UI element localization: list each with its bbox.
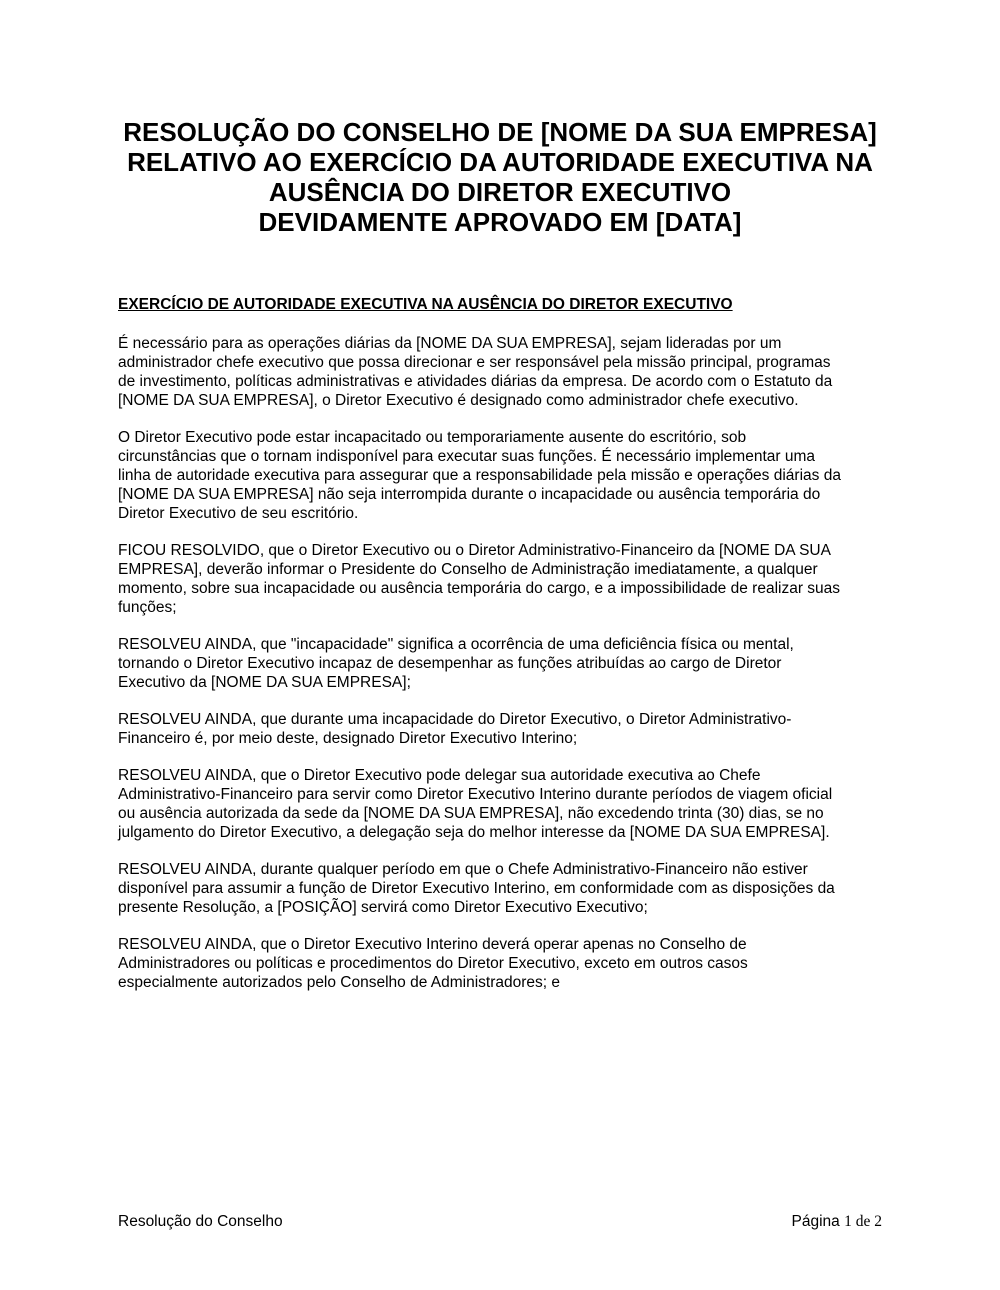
text-line: RESOLVEU AINDA, durante qualquer período em que o Chefe Administrativo-Financeiro não estiver <box>118 861 808 878</box>
paragraph <box>118 635 888 692</box>
document-title <box>0 117 1000 237</box>
text-line: É necessário para as operações diárias da [NOME DA SUA EMPRESA], sejam lideradas por um <box>118 335 782 352</box>
paragraph <box>118 935 888 992</box>
text-line: presente Resolução, a [POSIÇÃO] servirá como Diretor Executivo Executivo; <box>118 899 648 916</box>
text-line: tornando o Diretor Executivo incapaz de desempenhar as funções atribuídas ao cargo de Diretor <box>118 655 782 672</box>
text-line: RESOLVEU AINDA, que "incapacidade" significa a ocorrência de uma deficiência física ou mental, <box>118 636 794 653</box>
document-body <box>118 334 888 1010</box>
text-line: julgamento do Diretor Executivo, a delegação seja do melhor interesse da [NOME DA SUA EMPRESA]. <box>118 824 830 841</box>
text-line: RESOLVEU AINDA, que o Diretor Executivo pode delegar sua autoridade executiva ao Chefe <box>118 767 761 784</box>
section-heading: EXERCÍCIO DE AUTORIDADE EXECUTIVA NA AUSÊNCIA DO DIRETOR EXECUTIVO <box>118 296 733 313</box>
paragraph <box>118 860 888 917</box>
text-line: FICOU RESOLVIDO, que o Diretor Executivo ou o Diretor Administrativo-Financeiro da [NOME DA SUA <box>118 542 831 559</box>
text-line: de investimento, políticas administrativas e atividades diárias da empresa. De acordo com o Estatuto da <box>118 373 833 390</box>
text-line: O Diretor Executivo pode estar incapacitado ou temporariamente ausente do escritório, sob <box>118 429 747 446</box>
text-line: disponível para assumir a função de Diretor Executivo Interino, em conformidade com as disposições da <box>118 880 835 897</box>
text-line: ou ausência autorizada da sede da [NOME DA SUA EMPRESA], não excedendo trinta (30) dias, se no <box>118 805 824 822</box>
text-line: especialmente autorizados pelo Conselho de Administradores; e <box>118 974 561 991</box>
page-footer <box>118 1213 882 1231</box>
text-line: momento, sobre sua incapacidade ou ausência temporária do cargo, e a impossibilidade de realizar suas <box>118 580 841 597</box>
text-line: EMPRESA], deverão informar o Presidente do Conselho de Administração imediatamente, a qualquer <box>118 561 818 578</box>
text-line: Financeiro é, por meio deste, designado Diretor Executivo Interino; <box>118 730 578 747</box>
paragraph <box>118 710 888 748</box>
title-line: RELATIVO AO EXERCÍCIO DA AUTORIDADE EXECUTIVA NA <box>127 147 873 177</box>
text-line: [NOME DA SUA EMPRESA] não seja interrompida durante o incapacidade ou ausência temporária do <box>118 486 821 503</box>
text-line: [NOME DA SUA EMPRESA], o Diretor Executivo é designado como administrador chefe executivo. <box>118 392 799 409</box>
text-line: Administradores ou políticas e procedimentos do Diretor Executivo, exceto em outros casos <box>118 955 748 972</box>
text-line: linha de autoridade executiva para assegurar que a responsabilidade pela missão e operações diárias da <box>118 467 841 484</box>
paragraph <box>118 766 888 842</box>
page-number: Página 1 de 2 <box>791 1213 882 1230</box>
text-line: Executivo da [NOME DA SUA EMPRESA]; <box>118 674 411 691</box>
text-line: RESOLVEU AINDA, que durante uma incapacidade do Diretor Executivo, o Diretor Administrativo- <box>118 711 792 728</box>
text-line: administrador chefe executivo que possa direcionar e ser responsável pela missão principal, programas <box>118 354 831 371</box>
title-line: AUSÊNCIA DO DIRETOR EXECUTIVO <box>268 177 732 207</box>
text-line: Diretor Executivo de seu escritório. <box>118 505 359 522</box>
paragraph <box>118 541 888 617</box>
text-line: circunstâncias que o tornam indisponível para executar suas funções. É necessário implementar uma <box>118 448 816 465</box>
footer-title: Resolução do Conselho <box>118 1213 283 1230</box>
title-line: RESOLUÇÃO DO CONSELHO DE [NOME DA SUA EMPRESA] <box>123 117 877 147</box>
text-line: RESOLVEU AINDA, que o Diretor Executivo Interino deverá operar apenas no Conselho de <box>118 936 747 953</box>
paragraph <box>118 334 888 410</box>
title-line: DEVIDAMENTE APROVADO EM [DATA] <box>258 207 742 237</box>
text-line: funções; <box>118 599 177 616</box>
paragraph <box>118 428 888 523</box>
text-line: Administrativo-Financeiro para servir como Diretor Executivo Interino durante períodos de viagem oficial <box>118 786 833 803</box>
